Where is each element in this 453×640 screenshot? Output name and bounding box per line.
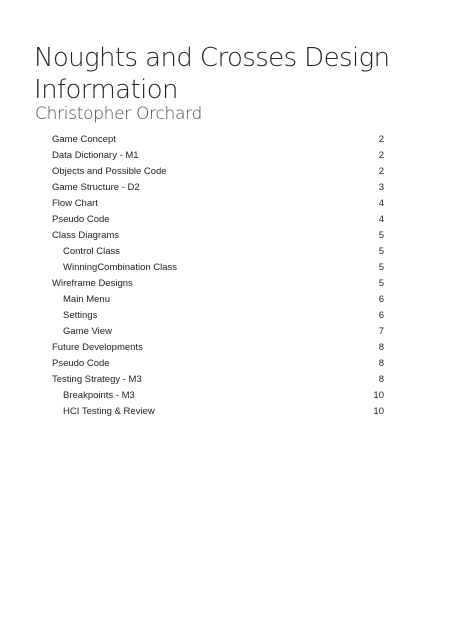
toc-entry[interactable] <box>52 212 384 228</box>
toc-entry-label: Class Diagrams <box>52 230 120 241</box>
toc-entry-page-number: 8 <box>378 358 384 369</box>
toc-entry-label: Pseudo Code <box>52 214 110 225</box>
toc-entry-page-number: 5 <box>378 230 384 241</box>
toc-entry[interactable] <box>52 196 384 212</box>
toc-entry-page-number: 6 <box>378 310 384 321</box>
toc-entry-page-number: 8 <box>378 342 384 353</box>
toc-entry-label: Settings <box>63 310 98 321</box>
table-of-contents <box>52 132 384 420</box>
toc-entry[interactable] <box>52 228 384 244</box>
toc-entry-label: Testing Strategy - M3 <box>52 374 142 385</box>
toc-entry-page-number: 8 <box>378 374 384 385</box>
toc-entry[interactable] <box>52 356 384 372</box>
toc-entry-page-number: 3 <box>378 182 384 193</box>
toc-entry-label: Game View <box>63 326 112 337</box>
toc-entry[interactable] <box>52 308 384 324</box>
toc-entry[interactable] <box>52 292 384 308</box>
toc-entry-label: Game Concept <box>52 134 116 145</box>
toc-entry[interactable] <box>52 276 384 292</box>
toc-entry-page-number: 4 <box>378 198 384 209</box>
toc-entry-page-number: 2 <box>378 150 384 161</box>
toc-entry[interactable] <box>52 148 384 164</box>
toc-entry[interactable] <box>52 244 384 260</box>
toc-entry-label: Flow Chart <box>52 198 98 209</box>
toc-entry-page-number: 5 <box>378 262 384 273</box>
toc-entry-label: HCI Testing & Review <box>63 406 155 417</box>
toc-entry[interactable] <box>52 324 384 340</box>
toc-entry-label: Data Dictionary - M1 <box>52 150 139 161</box>
toc-entry[interactable] <box>52 164 384 180</box>
toc-entry-label: WinningCombination Class <box>63 262 178 273</box>
toc-entry[interactable] <box>52 372 384 388</box>
toc-entry-label: Breakpoints - M3 <box>63 390 135 401</box>
toc-entry-label: Objects and Possible Code <box>52 166 167 177</box>
toc-entry[interactable] <box>52 388 384 404</box>
toc-entry[interactable] <box>52 340 384 356</box>
toc-entry-page-number: 2 <box>378 134 384 145</box>
document-title: Noughts and Crosses Design Information <box>34 43 390 105</box>
toc-entry[interactable] <box>52 180 384 196</box>
toc-entry-page-number: 6 <box>378 294 384 305</box>
toc-entry-label: Control Class <box>63 246 121 257</box>
document-author: Christopher Orchard <box>35 104 203 124</box>
toc-entry-label: Game Structure - D2 <box>52 182 140 193</box>
toc-entry-page-number: 7 <box>378 326 384 337</box>
toc-entry[interactable] <box>52 260 384 276</box>
toc-entry-page-number: 5 <box>378 246 384 257</box>
toc-entry-page-number: 10 <box>373 406 384 417</box>
toc-entry-page-number: 10 <box>373 390 384 401</box>
toc-entry-label: Wireframe Designs <box>52 278 133 289</box>
toc-entry-page-number: 5 <box>378 278 384 289</box>
toc-entry-page-number: 2 <box>378 166 384 177</box>
toc-entry-label: Pseudo Code <box>52 358 110 369</box>
toc-entry[interactable] <box>52 404 384 420</box>
toc-entry-page-number: 4 <box>378 214 384 225</box>
toc-entry-label: Main Menu <box>63 294 110 305</box>
toc-entry-label: Future Developments <box>52 342 143 353</box>
toc-entry[interactable] <box>52 132 384 148</box>
